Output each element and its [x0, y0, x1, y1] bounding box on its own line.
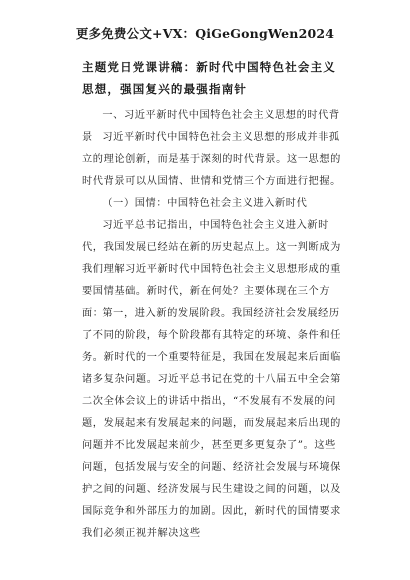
paragraph-1-text: 习近平新时代中国特色社会主义思想的形成并非孤立的理论创新，而是基于深刻的时代背景。这一思想的时代背景可以从国情、世情和党情三个方面进行把握。 — [82, 132, 341, 187]
sub-heading-text: （一）国情：中国特色社会主义进入新时代 — [102, 198, 308, 209]
promo-header: 更多免费公文+VX：QiGeGongWen2024 — [75, 26, 335, 41]
document-title: 主题党日党课讲稿：新时代中国特色社会主义思想，强国复兴的最强指南针 — [82, 60, 336, 96]
paragraph-3-text: 第一，进入新的发展阶段。我国经济社会发展经历了不同的阶段，每个阶段都有其特定的环境、条件和任务。新时代的一个重要特征是，我国在发展起来后面临诸多复杂问题。习近平总书记在党的十八届五中全会第二次全体会议上的讲话中指出，“不发展有不发展的问题，发展起来有发展起来的问题，而发展起来后出现的问题并不比发展起来前少，甚至更多更复杂了”。这些问题，包括发展与安全的问题、经济社会发展与环境保护之间的问题、经济发展与民生建设之间的问题，以及国际竞争和外部压力的加剧。因此，新时代的国情要求我们必须正视并解决这些 — [82, 308, 341, 539]
section-heading-text: 一、习近平新时代中国特色社会主义思想的时代背景 — [82, 110, 340, 143]
paragraph-2-text: 习近平总书记指出，中国特色社会主义进入新时代，我国发展已经站在新的历史起点上。这一判断成为我们理解习近平新时代中国特色社会主义思想形成的重要国情基础。新时代，新在何处？主要体现在三个方面： — [82, 220, 341, 319]
paragraph-1 — [82, 127, 344, 193]
sub-heading — [82, 193, 344, 215]
paragraph-3 — [82, 303, 344, 545]
